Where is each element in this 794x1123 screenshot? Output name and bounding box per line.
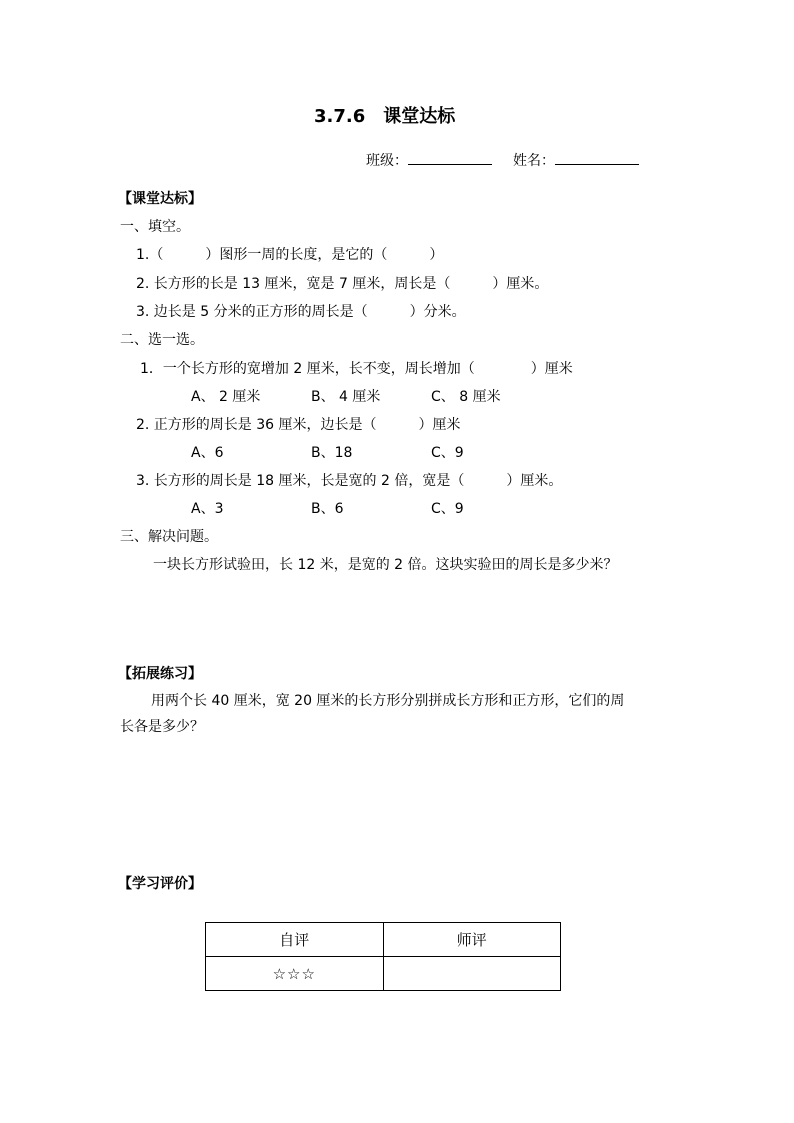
class-field[interactable]	[366, 150, 492, 170]
choice-3-option-c[interactable]: C、9	[431, 501, 464, 517]
extension-text-line-2: 长各是多少？	[120, 719, 204, 735]
solve-question-1: 一块长方形试验田，长 12 米，是宽的 2 倍。这块实验田的周长是多少米？	[153, 557, 618, 573]
choice-2-option-c[interactable]: C、9	[431, 445, 464, 461]
part-heading-solve: 三、解决问题。	[120, 529, 218, 545]
name-blank[interactable]	[555, 150, 639, 165]
extension-text-line-1: 用两个长 40 厘米，宽 20 厘米的长方形分别拼成长方形和正方形，它们的周	[151, 693, 625, 709]
class-label: 班级：	[366, 153, 408, 169]
section-heading-classroom: 【课堂达标】	[118, 191, 202, 207]
teacher-eval-header: 师评	[383, 923, 561, 957]
choice-3-option-a[interactable]: A、3	[191, 501, 224, 517]
choice-1-option-a[interactable]: A、 2 厘米	[191, 389, 261, 405]
choice-question-2: 2. 正方形的周长是 36 厘米，边长是（ ）厘米	[136, 417, 461, 433]
fill-question-1: 1.（ ）图形一周的长度，是它的（ ）	[136, 247, 444, 263]
evaluation-table	[205, 922, 561, 991]
part-heading-fill: 一、填空。	[120, 219, 190, 235]
name-field[interactable]	[513, 150, 639, 170]
choice-1-option-b[interactable]: B、 4 厘米	[311, 389, 381, 405]
choice-question-3: 3. 长方形的周长是 18 厘米，长是宽的 2 倍，宽是（ ）厘米。	[136, 473, 563, 489]
class-blank[interactable]	[408, 150, 492, 165]
fill-question-2: 2. 长方形的长是 13 厘米，宽是 7 厘米，周长是（ ）厘米。	[136, 276, 549, 292]
choice-2-option-a[interactable]: A、6	[191, 445, 224, 461]
choice-question-1: 1．一个长方形的宽增加 2 厘米，长不变，周长增加（ ）厘米	[140, 361, 573, 377]
fill-question-3: 3. 边长是 5 分米的正方形的周长是（ ）分米。	[136, 304, 466, 320]
self-eval-header: 自评	[206, 923, 384, 957]
choice-1-option-c[interactable]: C、 8 厘米	[431, 389, 501, 405]
name-label: 姓名：	[513, 153, 555, 169]
choice-2-option-b[interactable]: B、18	[311, 445, 353, 461]
section-heading-extension: 【拓展练习】	[118, 666, 202, 682]
self-rating-stars[interactable]: ☆☆☆	[206, 957, 384, 991]
page-title: 3.7.6 课堂达标	[314, 106, 456, 127]
table-row	[206, 957, 561, 991]
teacher-rating-cell[interactable]	[383, 957, 561, 991]
part-heading-choose: 二、选一选。	[120, 332, 204, 348]
table-header-row	[206, 923, 561, 957]
section-heading-evaluation: 【学习评价】	[118, 876, 202, 892]
choice-3-option-b[interactable]: B、6	[311, 501, 344, 517]
